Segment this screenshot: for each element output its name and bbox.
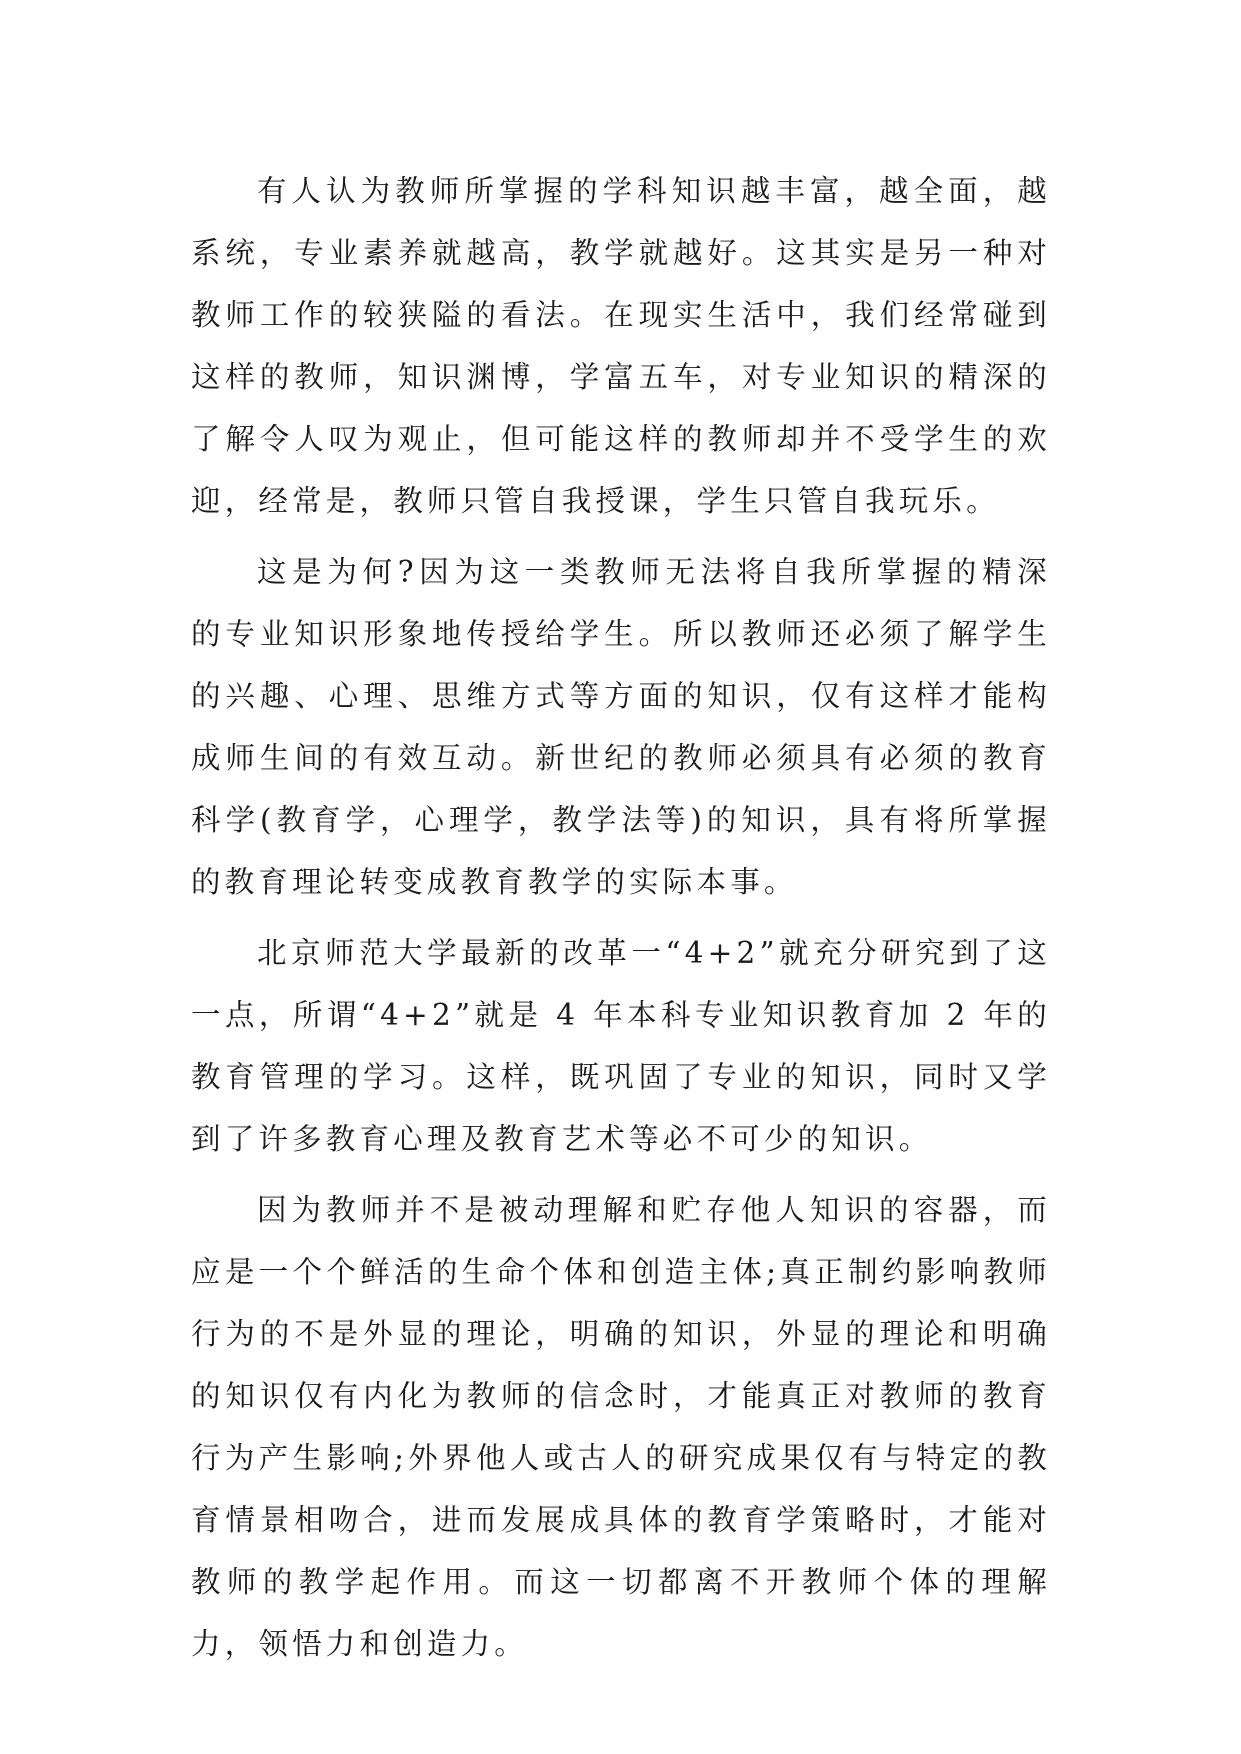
paragraph-3: 北京师范大学最新的改革一“4+2”就充分研究到了这一点，所谓“4+2”就是 4 年本科专业知识教育加 2 年的教育管理的学习。这样，既巩固了专业的知识，同时又学到了许多教育心理及教育艺术等必不可少的知识。 xyxy=(191,936,1051,1156)
paragraph-2: 这是为何?因为这一类教师无法将自我所掌握的精深的专业知识形象地传授给学生。所以教师还必须了解学生的兴趣、心理、思维方式等方面的知识，仅有这样才能构成师生间的有效互动。新世纪的教师必须具有必须的教育科学(教育学，心理学，教学法等)的知识，具有将所掌握的教育理论转变成教育教学的实际本事。 xyxy=(191,555,1051,899)
paragraph-4: 因为教师并不是被动理解和贮存他人知识的容器，而应是一个个鲜活的生命个体和创造主体;真正制约影响教师行为的不是外显的理论，明确的知识，外显的理论和明确的知识仅有内化为教师的信念时，才能真正对教师的教育行为产生影响;外界他人或古人的研究成果仅有与特定的教育情景相吻合，进而发展成具体的教育学策略时，才能对教师的教学起作用。而这一切都离不开教师个体的理解力，领悟力和创造力。 xyxy=(191,1193,1051,1661)
paragraph-1: 有人认为教师所掌握的学科知识越丰富，越全面，越系统，专业素养就越高，教学就越好。这其实是另一种对教师工作的较狭隘的看法。在现实生活中，我们经常碰到这样的教师，知识渊博，学富五车，对专业知识的精深的了解令人叹为观止，但可能这样的教师却并不受学生的欢迎，经常是，教师只管自我授课，学生只管自我玩乐。 xyxy=(191,174,1051,518)
document-page xyxy=(191,160,1051,1675)
